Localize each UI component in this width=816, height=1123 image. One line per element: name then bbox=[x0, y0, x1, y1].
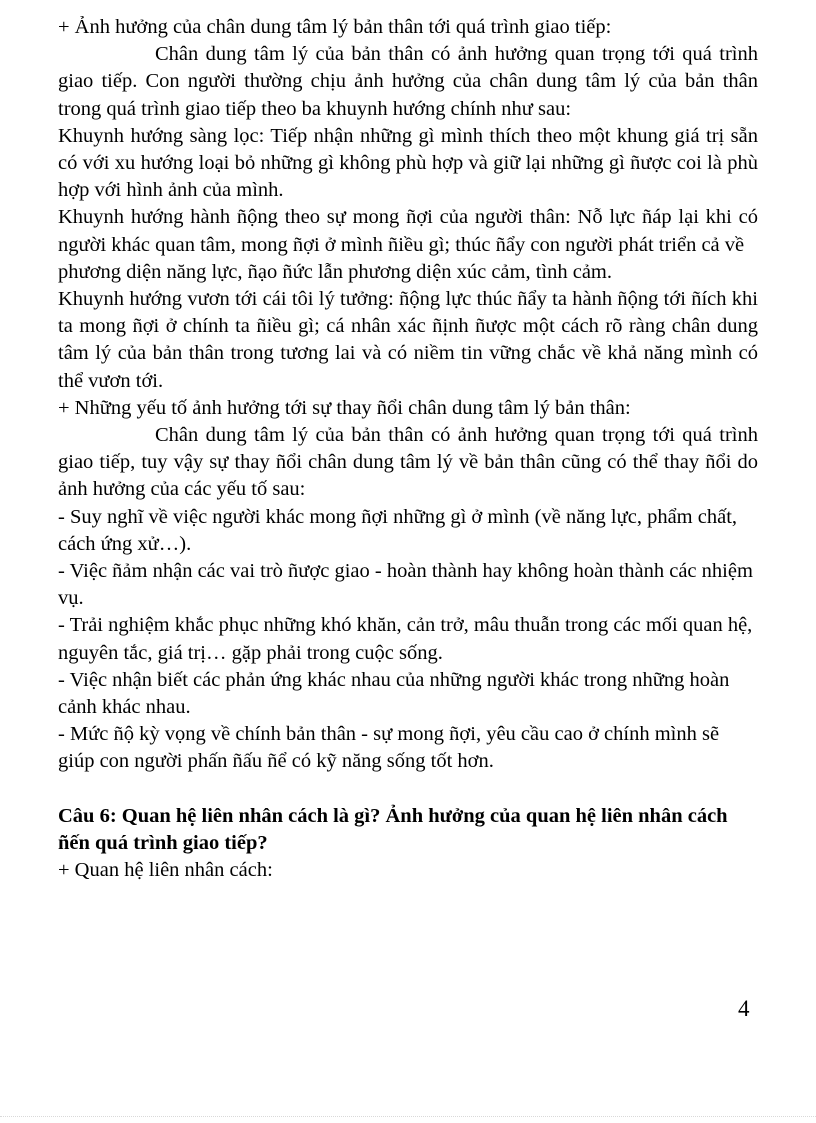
list-item: - Việc ñảm nhận các vai trò ñược giao - hoàn thành hay không hoàn thành các nhiệm vụ. bbox=[58, 560, 753, 610]
page-body bbox=[58, 14, 758, 884]
page-number: 4 bbox=[738, 996, 750, 1021]
paragraph-spacer bbox=[58, 776, 758, 803]
body-paragraph: Khuynh hướng hành ñộng theo sự mong ñợi của người thân: Nỗ lực ñáp lại khi có người khác quan tâm, mong ñợi ở mình ñiều gì; thúc ñẩy con người phát triển cả về bbox=[58, 206, 758, 256]
subheading-self-portrait-influence: + Ảnh hưởng của chân dung tâm lý bản thân tới quá trình giao tiếp: bbox=[58, 16, 612, 38]
list-item: - Trải nghiệm khắc phục những khó khăn, cản trở, mâu thuẫn trong các mối quan hệ, nguyên tắc, giá trị… gặp phải trong cuộc sống. bbox=[58, 614, 753, 664]
page-bottom-divider bbox=[0, 1116, 816, 1117]
list-item: - Mức ñộ kỳ vọng về chính bản thân - sự mong ñợi, yêu cầu cao ở chính mình sẽ giúp con người phấn ñấu ñể có kỹ năng sống tốt hơn. bbox=[58, 723, 720, 773]
body-paragraph: Chân dung tâm lý của bản thân có ảnh hưởng quan trọng tới quá trình giao tiếp. Con người thường chịu ảnh hưởng của chân dung tâm lý của bản thân trong quá trình giao tiếp theo ba khuynh hướng chính như sau: bbox=[58, 43, 758, 120]
body-paragraph: Chân dung tâm lý của bản thân có ảnh hưởng quan trọng tới quá trình giao tiếp, tuy vậy sự thay ñổi chân dung tâm lý về bản thân cũng có thể thay ñổi do ảnh hưởng của các yếu tố sau: bbox=[58, 424, 758, 501]
list-item: - Việc nhận biết các phản ứng khác nhau của những người khác trong những hoàn cảnh khác nhau. bbox=[58, 668, 730, 719]
body-paragraph: Khuynh hướng vươn tới cái tôi lý tưởng: ñộng lực thúc ñẩy ta hành ñộng tới ñích khi ta mong ñợi ở chính ta ñiều gì; cá nhân xác ñịnh ñược một cách rõ ràng chân dung tâm lý của bản thân trong tương lai và có niềm tin vững chắc về khả năng mình có thể vươn tới. bbox=[58, 288, 758, 392]
subheading-interpersonal-relations: + Quan hệ liên nhân cách: bbox=[58, 859, 273, 882]
list-item: - Suy nghĩ về việc người khác mong ñợi những gì ở mình (về năng lực, phẩm chất, cách ứng xử…). bbox=[58, 505, 738, 555]
body-paragraph: phương diện năng lực, ñạo ñức lẫn phương diện xúc cảm, tình cảm. bbox=[58, 260, 613, 283]
subheading-change-factors: + Những yếu tố ảnh hưởng tới sự thay ñổi chân dung tâm lý bản thân: bbox=[58, 396, 631, 419]
question-heading: Câu 6: Quan hệ liên nhân cách là gì? Ảnh hưởng của quan hệ liên nhân cách ñến quá trình giao tiếp? bbox=[58, 804, 728, 854]
body-paragraph: Khuynh hướng sàng lọc: Tiếp nhận những gì mình thích theo một khung giá trị sẵn có với xu hướng loại bỏ những gì không phù hợp và giữ lại những gì ñược coi là phù hợp với hình ảnh của mình. bbox=[58, 124, 758, 202]
